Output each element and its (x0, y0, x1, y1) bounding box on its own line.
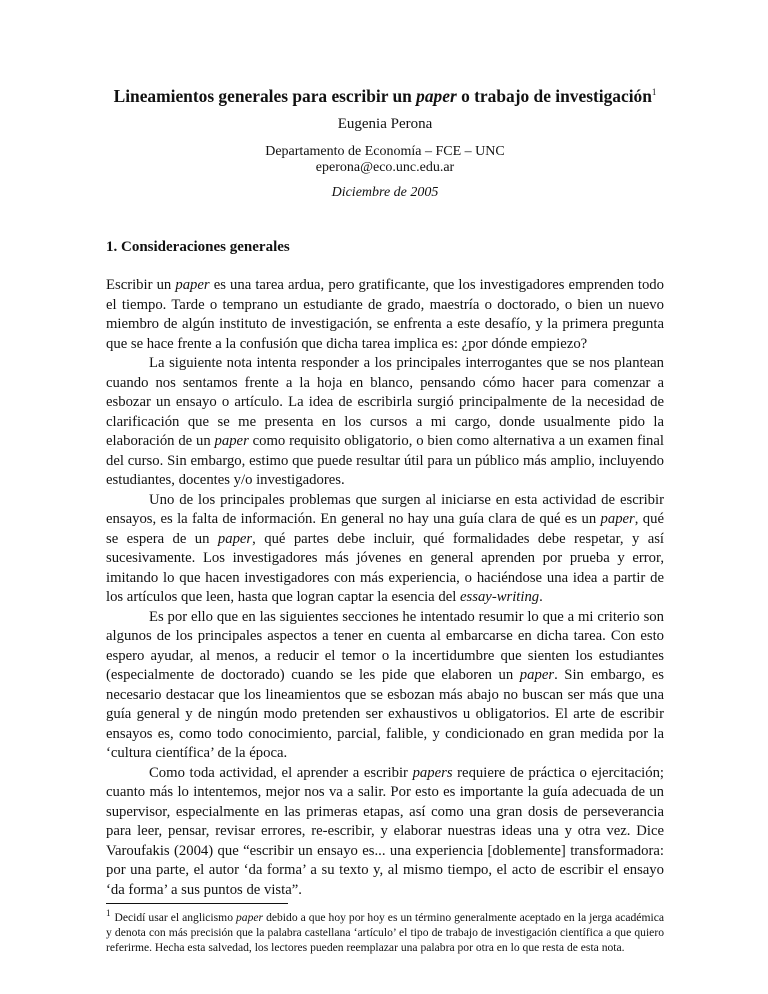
section-heading: 1. Consideraciones generales (106, 239, 290, 255)
document-page (106, 85, 664, 955)
paragraph-1 (106, 276, 664, 354)
paragraph-2 (106, 354, 664, 491)
body-text (106, 276, 664, 900)
title-footnote-mark[interactable]: 1 (651, 87, 657, 98)
paragraph-3 (106, 491, 664, 608)
italic-term: paper (519, 667, 555, 683)
paragraph-4 (106, 608, 664, 764)
italic-term: essay-writing (460, 589, 540, 605)
author-name: Eugenia Perona (337, 116, 433, 132)
title-text-end: o trabajo de investigación (456, 86, 652, 106)
text-run: . Sin embargo, es necesario destacar que los lineamientos que se esbozan más abajo no buscan ser más que una guía general y de ningún modo pretenden ser exhaustivos u obligatorios. El arte de escribir ensayos es, como todo conocimiento, parcial, falible, y condicionado en gran medida por la ‘cultura científica’ de la época. (106, 667, 665, 761)
author-email[interactable]: eperona@eco.unc.edu.ar (315, 160, 455, 175)
author-affiliation: Departamento de Economía – FCE – UNC (265, 144, 505, 159)
paragraph-5 (106, 764, 664, 901)
text-run: , qué partes debe incluir, qué formalidades debe respetar, y así sucesivamente. Los investigadores más jóvenes en general aprenden por prueba y error, imitando lo que hacen investigadores con más experiencia, o haciéndose una idea a partir de los artículos que leen, hasta que logran captar la esencia del (106, 530, 665, 605)
text-run: La siguiente nota intenta responder a los principales interrogantes que se nos plantean cuando nos sentamos frente a la hoja en blanco, pensando cómo hacer para comenzar a esbozar un ensayo o artículo. La idea de escribirla surgió principalmente de la necesidad de clarificación que se me presenta en los cursos a mi cargo, donde usualmente pido la elaboración de un (106, 355, 664, 449)
text-run: debido a que hoy por hoy es un término generalmente aceptado en la jerga académica y denota con más precisión que la palabra castellana ‘artículo’ el tipo de trabajo de investigación científica a que quiero referirme. Hecha esta salvedad, los lectores pueden reemplazar una palabra por otra en lo que resta de esta nota. (106, 911, 664, 954)
text-run: es una tarea ardua, pero gratificante, que los investigadores emprenden todo el tiempo. Tarde o temprano un estudiante de grado, maestría o doctorado, o bien un nuevo miembro de algún instituto de investigación, se enfrenta a este desafío, y la primera pregunta que se hace frente a la confusión que dicha tarea implica es: ¿por dónde empiezo? (106, 277, 664, 352)
text-run: Como toda actividad, el aprender a escribir (149, 764, 413, 781)
italic-term: paper (214, 433, 249, 449)
text-run: Uno de los principales problemas que surgen al iniciarse en esta actividad de escribir ensayos, es la falta de información. En general no hay una guía clara de qué es un (106, 491, 664, 527)
text-run: Decidí usar el anglicismo (114, 911, 236, 924)
text-run: Es por ello que en las siguientes secciones he intentado resumir lo que a mi criterio son algunos de los principales aspectos a tener en cuenta al embarcarse en dicha tarea. Con esto espero ayudar, al menos, a reducir el temor o la incertidumbre que sienten los estudiantes (especialmente de doctorado) cuando se les pide que elaboren un (106, 608, 664, 683)
title-text-start: Lineamientos generales para escribir un (113, 86, 417, 106)
italic-term: paper (236, 911, 264, 924)
text-run: , qué se espera de un (106, 511, 664, 547)
footnote (106, 910, 664, 955)
italic-term: paper (217, 530, 253, 547)
text-run: requiere de práctica o ejercitación; cuanto más lo intentemos, mejor nos va a salir. Por esto es importante la guía adecuada de un supervisor, especialmente en las primeras etapas, así como una gran dosis de perseverancia para leer, pensar, revisar errores, re-escribir, y elaborar nuestras ideas una y otra vez. Dice Varoufakis (2004) que “escribir un ensayo es... una experiencia [doblemente] transformadora: por una parte, el autor ‘da forma’ a su texto y, al mismo tiempo, el acto de escribir el ensayo ‘da forma’ a sus puntos de vista”. (106, 764, 664, 898)
document-title (106, 85, 664, 107)
footnote-separator (106, 903, 288, 904)
text-run: Escribir un (106, 277, 176, 293)
italic-term: paper (175, 277, 210, 293)
italic-term: papers (412, 764, 453, 781)
title-italic-word: paper (416, 86, 457, 106)
italic-term: paper (600, 511, 635, 527)
footnote-mark: 1 (106, 908, 111, 919)
text-run: como requisito obligatorio, o bien como alternativa a un examen final del curso. Sin embargo, estimo que puede resultar útil para un público más amplio, incluyendo estudiantes, docentes y/o investigadores. (106, 433, 664, 488)
document-date: Diciembre de 2005 (331, 185, 439, 200)
text-run: . (539, 589, 543, 605)
